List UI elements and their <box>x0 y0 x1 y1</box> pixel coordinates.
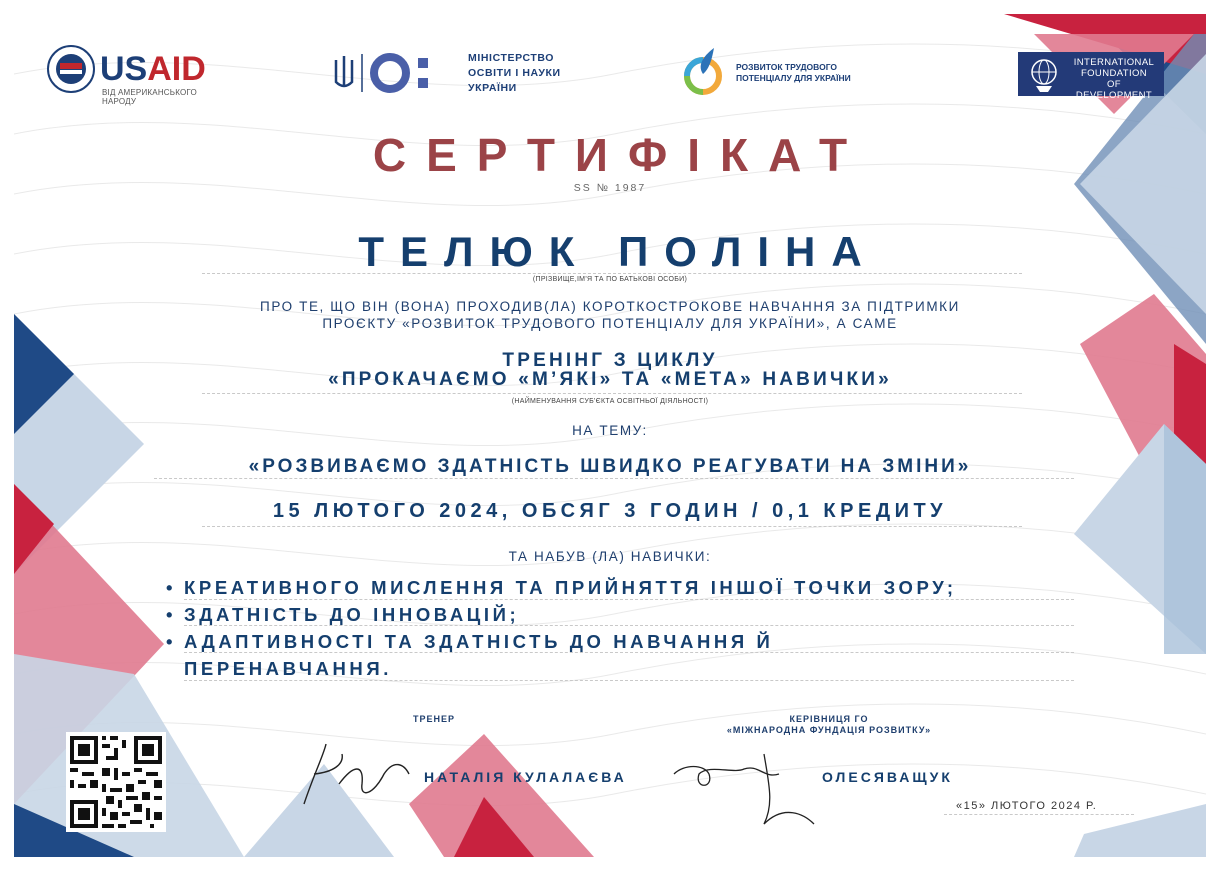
statement-line-2: ПРОЄКТУ «РОЗВИТОК ТРУДОВОГО ПОТЕНЦІАЛУ ДЛЯ УКРАЇНИ», А САМЕ <box>322 316 898 331</box>
training-line-1: ТРЕНІНГ З ЦИКЛУ <box>502 350 718 371</box>
certificate-title: СЕРТИФІКАТ <box>372 129 868 181</box>
name-hint: (ПРІЗВИЩЕ,ІМ'Я ТА ПО БАТЬКОВІ ОСОБИ) <box>532 276 688 283</box>
training-line-2: «ПРОКАЧАЄМО «М’ЯКІ» ТА «МЕТА» НАВИЧКИ» <box>328 369 892 390</box>
skills-divider <box>184 652 1074 653</box>
topic-label: НА ТЕМУ: <box>572 423 648 438</box>
skills-divider <box>184 599 1074 600</box>
skill-item: • КРЕАТИВНОГО МИСЛЕННЯ ТА ПРИЙНЯТТЯ ІНШОЇ ТОЧКИ ЗОРУ; <box>166 577 957 598</box>
ministry-logo <box>332 48 572 104</box>
training-hint: (НАЙМЕНУВАННЯ СУБ'ЄКТА ОСВІТНЬОЇ ДІЯЛЬНОСТІ) <box>511 398 709 405</box>
recipient-name: ТЕЛЮК ПОЛІНА <box>358 228 878 275</box>
statement-line-1: ПРО ТЕ, ЩО ВІН (ВОНА) ПРОХОДИВ(ЛА) КОРОТКОСТРОКОВЕ НАВЧАННЯ ЗА ПІДТРИМКИ <box>260 299 960 314</box>
qr-code-icon[interactable] <box>66 732 166 832</box>
gear-icon <box>676 44 730 100</box>
globe-icon <box>1022 52 1066 96</box>
skills-divider <box>184 625 1074 626</box>
topic-title: «РОЗВИВАЄМО ЗДАТНІСТЬ ШВИДКО РЕАГУВАТИ НА ЗМІНИ» <box>248 456 972 477</box>
usaid-logo <box>46 44 216 106</box>
skill-item: • ЗДАТНІСТЬ ДО ІННОВАЦІЙ; <box>166 604 520 625</box>
ifd-name: INTERNATIONAL FOUNDATION OF DEVELOPMENT <box>1073 57 1155 101</box>
skills-list <box>166 574 1096 682</box>
date-volume: 15 ЛЮТОГО 2024, ОБСЯГ 3 ГОДИН / 0,1 КРЕДИТУ <box>272 500 948 522</box>
project-name: РОЗВИТОК ТРУДОВОГО ПОТЕНЦІАЛУ ДЛЯ УКРАЇНИ <box>736 62 851 83</box>
name-underline <box>202 273 1022 274</box>
skills-label: ТА НАБУВ (ЛА) НАВИЧКИ: <box>508 549 712 564</box>
head-name: ОЛЕСЯВАЩУК <box>822 769 953 785</box>
trainer-signature <box>284 734 424 814</box>
date-line <box>944 814 1134 815</box>
trainer-name: НАТАЛІЯ КУЛАЛАЄВА <box>424 769 627 785</box>
project-logo <box>676 44 876 104</box>
usaid-seal-icon <box>46 44 96 94</box>
certificate-page <box>14 14 1206 857</box>
usaid-wordmark: USAID <box>100 50 206 88</box>
training-underline <box>202 393 1022 394</box>
usaid-subtitle: ВІД АМЕРИКАНСЬКОГО НАРОДУ <box>102 88 197 106</box>
certificate-serial: SS № 1987 <box>573 182 647 194</box>
ifd-logo <box>1018 52 1164 101</box>
skills-divider <box>184 680 1074 681</box>
date-underline <box>202 526 1022 527</box>
head-signature <box>664 744 834 834</box>
ministry-emblem-icon <box>332 48 464 98</box>
ministry-name: МІНІСТЕРСТВО ОСВІТИ І НАУКИ УКРАЇНИ <box>468 52 561 94</box>
skill-item: • АДАПТИВНОСТІ ТА ЗДАТНІСТЬ ДО НАВЧАННЯ Й ПЕРЕНАВЧАННЯ. <box>166 631 774 679</box>
trainer-label: ТРЕНЕР <box>412 714 455 724</box>
topic-underline <box>154 478 1074 479</box>
head-label: КЕРІВНИЦЯ ГО «МІЖНАРОДНА ФУНДАЦІЯ РОЗВИТКУ» <box>726 714 932 735</box>
issue-date: «15» ЛЮТОГО 2024 Р. <box>956 800 1098 812</box>
